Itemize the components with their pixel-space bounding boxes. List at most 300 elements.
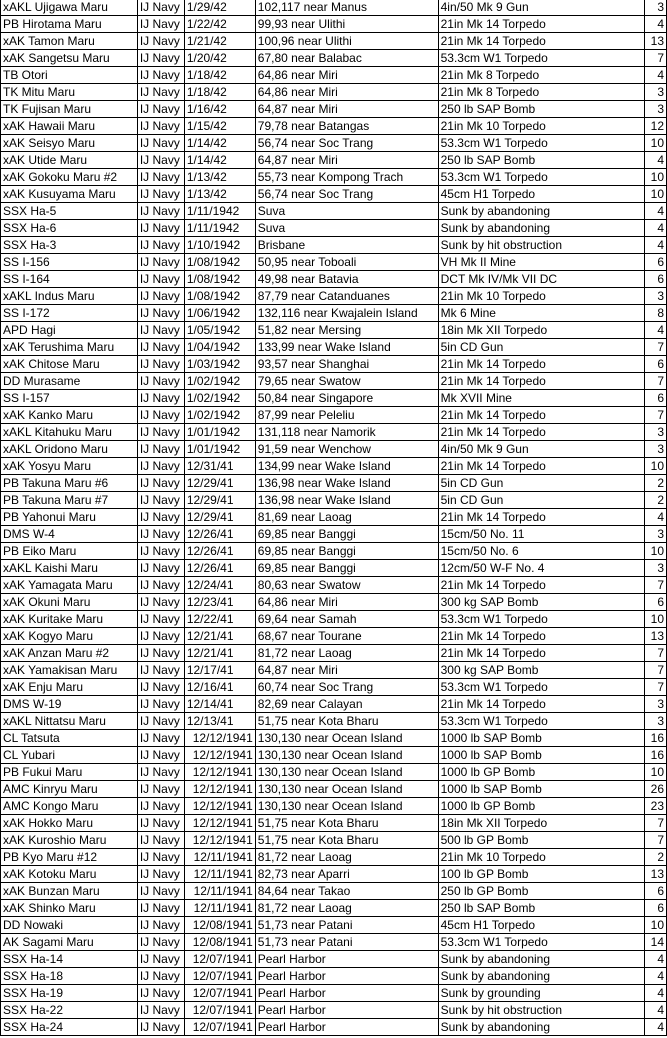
date-cell: 1/14/42 — [184, 135, 255, 152]
cause-cell: 4in/50 Mk 9 Gun — [438, 441, 644, 458]
value-cell: 7 — [645, 50, 667, 67]
ship-name-cell: TB Otori — [1, 67, 138, 84]
location-cell: 87,99 near Peleliu — [255, 407, 438, 424]
navy-cell: IJ Navy — [137, 135, 184, 152]
navy-cell: IJ Navy — [137, 1002, 184, 1019]
navy-cell: IJ Navy — [137, 101, 184, 118]
table-row — [1, 203, 667, 220]
table-row — [1, 747, 667, 764]
ship-name-cell: xAKL Nittatsu Maru — [1, 713, 138, 730]
location-cell: 64,87 near Miri — [255, 662, 438, 679]
table-row — [1, 237, 667, 254]
value-cell: 10 — [645, 169, 667, 186]
table-row — [1, 135, 667, 152]
location-cell: 51,73 near Patani — [255, 934, 438, 951]
date-cell: 1/11/1942 — [184, 203, 255, 220]
table-row — [1, 220, 667, 237]
cause-cell: 21in Mk 14 Torpedo — [438, 16, 644, 33]
table-row — [1, 492, 667, 509]
date-cell: 1/01/1942 — [184, 424, 255, 441]
navy-cell: IJ Navy — [137, 492, 184, 509]
cause-cell: 21in Mk 10 Torpedo — [438, 118, 644, 135]
value-cell: 3 — [645, 526, 667, 543]
navy-cell: IJ Navy — [137, 50, 184, 67]
date-cell: 12/07/1941 — [184, 968, 255, 985]
table-row — [1, 951, 667, 968]
table-row — [1, 577, 667, 594]
date-cell: 1/06/1942 — [184, 305, 255, 322]
table-row — [1, 339, 667, 356]
navy-cell: IJ Navy — [137, 747, 184, 764]
value-cell: 10 — [645, 135, 667, 152]
ship-name-cell: PB Takuna Maru #7 — [1, 492, 138, 509]
table-row — [1, 322, 667, 339]
ship-name-cell: DMS W-19 — [1, 696, 138, 713]
ship-name-cell: APD Hagi — [1, 322, 138, 339]
cause-cell: Sunk by abandoning — [438, 220, 644, 237]
table-row — [1, 424, 667, 441]
value-cell: 6 — [645, 390, 667, 407]
table-row — [1, 917, 667, 934]
value-cell: 4 — [645, 16, 667, 33]
cause-cell: 300 kg SAP Bomb — [438, 594, 644, 611]
cause-cell: 15cm/50 No. 11 — [438, 526, 644, 543]
cause-cell: 5in CD Gun — [438, 475, 644, 492]
table-row — [1, 50, 667, 67]
table-row — [1, 645, 667, 662]
navy-cell: IJ Navy — [137, 1019, 184, 1036]
date-cell: 1/29/42 — [184, 0, 255, 16]
date-cell: 1/08/1942 — [184, 254, 255, 271]
ship-name-cell: SS I-156 — [1, 254, 138, 271]
location-cell: 79,65 near Swatow — [255, 373, 438, 390]
ship-name-cell: TK Mitu Maru — [1, 84, 138, 101]
ship-name-cell: xAK Utide Maru — [1, 152, 138, 169]
date-cell: 12/17/41 — [184, 662, 255, 679]
value-cell: 8 — [645, 305, 667, 322]
location-cell: 64,87 near Miri — [255, 152, 438, 169]
ship-name-cell: xAK Hokko Maru — [1, 815, 138, 832]
navy-cell: IJ Navy — [137, 849, 184, 866]
navy-cell: IJ Navy — [137, 118, 184, 135]
navy-cell: IJ Navy — [137, 237, 184, 254]
date-cell: 12/23/41 — [184, 594, 255, 611]
table-row — [1, 441, 667, 458]
navy-cell: IJ Navy — [137, 254, 184, 271]
location-cell: 134,99 near Wake Island — [255, 458, 438, 475]
ship-name-cell: xAK Okuni Maru — [1, 594, 138, 611]
cause-cell: 53.3cm W1 Torpedo — [438, 934, 644, 951]
navy-cell: IJ Navy — [137, 815, 184, 832]
table-row — [1, 679, 667, 696]
ship-name-cell: xAKL Oridono Maru — [1, 441, 138, 458]
ship-name-cell: SSX Ha-6 — [1, 220, 138, 237]
location-cell: 64,86 near Miri — [255, 67, 438, 84]
navy-cell: IJ Navy — [137, 390, 184, 407]
table-row — [1, 730, 667, 747]
ship-name-cell: PB Kyo Maru #12 — [1, 849, 138, 866]
navy-cell: IJ Navy — [137, 33, 184, 50]
navy-cell: IJ Navy — [137, 84, 184, 101]
cause-cell: 21in Mk 14 Torpedo — [438, 696, 644, 713]
location-cell: Suva — [255, 220, 438, 237]
location-cell: 102,117 near Manus — [255, 0, 438, 16]
ship-name-cell: xAK Kuroshio Maru — [1, 832, 138, 849]
date-cell: 1/16/42 — [184, 101, 255, 118]
date-cell: 12/29/41 — [184, 475, 255, 492]
value-cell: 6 — [645, 883, 667, 900]
navy-cell: IJ Navy — [137, 186, 184, 203]
table-row — [1, 186, 667, 203]
location-cell: Pearl Harbor — [255, 968, 438, 985]
table-row — [1, 781, 667, 798]
location-cell: Pearl Harbor — [255, 985, 438, 1002]
location-cell: 55,73 near Kompong Trach — [255, 169, 438, 186]
value-cell: 26 — [645, 781, 667, 798]
cause-cell: 21in Mk 14 Torpedo — [438, 424, 644, 441]
navy-cell: IJ Navy — [137, 611, 184, 628]
location-cell: 136,98 near Wake Island — [255, 475, 438, 492]
location-cell: 64,86 near Miri — [255, 84, 438, 101]
date-cell: 12/07/1941 — [184, 1002, 255, 1019]
table-row — [1, 169, 667, 186]
location-cell: 130,130 near Ocean Island — [255, 798, 438, 815]
table-row — [1, 84, 667, 101]
value-cell: 7 — [645, 832, 667, 849]
navy-cell: IJ Navy — [137, 16, 184, 33]
date-cell: 1/18/42 — [184, 84, 255, 101]
value-cell: 7 — [645, 373, 667, 390]
value-cell: 4 — [645, 237, 667, 254]
value-cell: 7 — [645, 407, 667, 424]
date-cell: 1/02/1942 — [184, 407, 255, 424]
table-row — [1, 628, 667, 645]
table-row — [1, 815, 667, 832]
table-row — [1, 356, 667, 373]
location-cell: 130,130 near Ocean Island — [255, 764, 438, 781]
value-cell: 16 — [645, 747, 667, 764]
location-cell: 60,74 near Soc Trang — [255, 679, 438, 696]
cause-cell: 5in CD Gun — [438, 492, 644, 509]
cause-cell: 21in Mk 8 Torpedo — [438, 84, 644, 101]
ship-name-cell: xAKL Kitahuku Maru — [1, 424, 138, 441]
navy-cell: IJ Navy — [137, 441, 184, 458]
value-cell: 2 — [645, 492, 667, 509]
table-row — [1, 611, 667, 628]
navy-cell: IJ Navy — [137, 203, 184, 220]
date-cell: 12/12/1941 — [184, 730, 255, 747]
cause-cell: 21in Mk 14 Torpedo — [438, 33, 644, 50]
date-cell: 1/10/1942 — [184, 237, 255, 254]
ship-name-cell: xAK Yamagata Maru — [1, 577, 138, 594]
value-cell: 6 — [645, 254, 667, 271]
value-cell: 3 — [645, 441, 667, 458]
location-cell: 56,74 near Soc Trang — [255, 135, 438, 152]
table-row — [1, 475, 667, 492]
cause-cell: 100 lb GP Bomb — [438, 866, 644, 883]
location-cell: 49,98 near Batavia — [255, 271, 438, 288]
location-cell: 81,69 near Laoag — [255, 509, 438, 526]
ship-name-cell: xAKL Kaishi Maru — [1, 560, 138, 577]
value-cell: 3 — [645, 696, 667, 713]
location-cell: 68,67 near Tourane — [255, 628, 438, 645]
location-cell: 50,95 near Toboali — [255, 254, 438, 271]
date-cell: 12/29/41 — [184, 492, 255, 509]
ship-name-cell: xAK Tamon Maru — [1, 33, 138, 50]
cause-cell: Mk XVII Mine — [438, 390, 644, 407]
table-row — [1, 934, 667, 951]
cause-cell: 21in Mk 14 Torpedo — [438, 407, 644, 424]
value-cell: 3 — [645, 84, 667, 101]
location-cell: Pearl Harbor — [255, 1002, 438, 1019]
cause-cell: 18in Mk XII Torpedo — [438, 815, 644, 832]
location-cell: 67,80 near Balabac — [255, 50, 438, 67]
date-cell: 1/08/1942 — [184, 288, 255, 305]
cause-cell: 21in Mk 14 Torpedo — [438, 458, 644, 475]
date-cell: 12/16/41 — [184, 679, 255, 696]
ship-name-cell: xAK Sangetsu Maru — [1, 50, 138, 67]
navy-cell: IJ Navy — [137, 509, 184, 526]
table-row — [1, 526, 667, 543]
value-cell: 6 — [645, 594, 667, 611]
value-cell: 16 — [645, 730, 667, 747]
ship-name-cell: xAK Gokoku Maru #2 — [1, 169, 138, 186]
location-cell: 51,82 near Mersing — [255, 322, 438, 339]
location-cell: 81,72 near Laoag — [255, 645, 438, 662]
cause-cell: 250 lb SAP Bomb — [438, 101, 644, 118]
ship-name-cell: xAK Anzan Maru #2 — [1, 645, 138, 662]
ship-name-cell: DMS W-4 — [1, 526, 138, 543]
ship-name-cell: xAK Chitose Maru — [1, 356, 138, 373]
table-row — [1, 696, 667, 713]
ship-name-cell: xAK Enju Maru — [1, 679, 138, 696]
date-cell: 12/22/41 — [184, 611, 255, 628]
ship-name-cell: PB Eiko Maru — [1, 543, 138, 560]
cause-cell: 4in/50 Mk 9 Gun — [438, 0, 644, 16]
navy-cell: IJ Navy — [137, 866, 184, 883]
ship-name-cell: AMC Kongo Maru — [1, 798, 138, 815]
value-cell: 4 — [645, 220, 667, 237]
navy-cell: IJ Navy — [137, 458, 184, 475]
location-cell: 80,63 near Swatow — [255, 577, 438, 594]
cause-cell: 21in Mk 14 Torpedo — [438, 628, 644, 645]
table-row — [1, 849, 667, 866]
cause-cell: Sunk by abandoning — [438, 1019, 644, 1036]
navy-cell: IJ Navy — [137, 0, 184, 16]
cause-cell: 21in Mk 10 Torpedo — [438, 288, 644, 305]
date-cell: 12/07/1941 — [184, 985, 255, 1002]
location-cell: 82,69 near Calayan — [255, 696, 438, 713]
date-cell: 1/05/1942 — [184, 322, 255, 339]
ship-name-cell: xAK Terushima Maru — [1, 339, 138, 356]
value-cell: 4 — [645, 67, 667, 84]
value-cell: 14 — [645, 934, 667, 951]
date-cell: 1/14/42 — [184, 152, 255, 169]
value-cell: 4 — [645, 509, 667, 526]
value-cell: 12 — [645, 118, 667, 135]
ship-name-cell: TK Fujisan Maru — [1, 101, 138, 118]
navy-cell: IJ Navy — [137, 220, 184, 237]
location-cell: 64,86 near Miri — [255, 594, 438, 611]
date-cell: 1/08/1942 — [184, 271, 255, 288]
location-cell: Brisbane — [255, 237, 438, 254]
table-row — [1, 968, 667, 985]
location-cell: 132,116 near Kwajalein Island — [255, 305, 438, 322]
date-cell: 1/20/42 — [184, 50, 255, 67]
navy-cell: IJ Navy — [137, 934, 184, 951]
table-row — [1, 543, 667, 560]
value-cell: 6 — [645, 900, 667, 917]
date-cell: 12/26/41 — [184, 560, 255, 577]
value-cell: 4 — [645, 322, 667, 339]
cause-cell: 1000 lb SAP Bomb — [438, 730, 644, 747]
cause-cell: 250 lb SAP Bomb — [438, 900, 644, 917]
value-cell: 4 — [645, 152, 667, 169]
ship-name-cell: xAKL Ujigawa Maru — [1, 0, 138, 16]
location-cell: 130,130 near Ocean Island — [255, 747, 438, 764]
location-cell: 84,64 near Takao — [255, 883, 438, 900]
table-row — [1, 458, 667, 475]
cause-cell: 21in Mk 14 Torpedo — [438, 577, 644, 594]
cause-cell: 53.3cm W1 Torpedo — [438, 679, 644, 696]
navy-cell: IJ Navy — [137, 900, 184, 917]
navy-cell: IJ Navy — [137, 662, 184, 679]
date-cell: 12/11/1941 — [184, 849, 255, 866]
date-cell: 12/21/41 — [184, 628, 255, 645]
table-row — [1, 407, 667, 424]
navy-cell: IJ Navy — [137, 152, 184, 169]
table-row — [1, 0, 667, 16]
navy-cell: IJ Navy — [137, 781, 184, 798]
value-cell: 13 — [645, 866, 667, 883]
navy-cell: IJ Navy — [137, 339, 184, 356]
location-cell: 69,85 near Banggi — [255, 526, 438, 543]
table-row — [1, 900, 667, 917]
ship-name-cell: SSX Ha-14 — [1, 951, 138, 968]
value-cell: 3 — [645, 0, 667, 16]
ship-name-cell: xAK Kuritake Maru — [1, 611, 138, 628]
location-cell: 130,130 near Ocean Island — [255, 781, 438, 798]
value-cell: 7 — [645, 339, 667, 356]
location-cell: 69,85 near Banggi — [255, 560, 438, 577]
ship-name-cell: SS I-172 — [1, 305, 138, 322]
cause-cell: 1000 lb SAP Bomb — [438, 747, 644, 764]
cause-cell: 21in Mk 8 Torpedo — [438, 67, 644, 84]
date-cell: 12/12/1941 — [184, 798, 255, 815]
navy-cell: IJ Navy — [137, 271, 184, 288]
cause-cell: Sunk by abandoning — [438, 951, 644, 968]
cause-cell: 18in Mk XII Torpedo — [438, 322, 644, 339]
date-cell: 1/02/1942 — [184, 390, 255, 407]
date-cell: 12/12/1941 — [184, 781, 255, 798]
cause-cell: 53.3cm W1 Torpedo — [438, 50, 644, 67]
ship-name-cell: xAK Yosyu Maru — [1, 458, 138, 475]
navy-cell: IJ Navy — [137, 577, 184, 594]
cause-cell: 250 lb GP Bomb — [438, 883, 644, 900]
navy-cell: IJ Navy — [137, 305, 184, 322]
value-cell: 3 — [645, 713, 667, 730]
navy-cell: IJ Navy — [137, 696, 184, 713]
ship-name-cell: xAK Yamakisan Maru — [1, 662, 138, 679]
cause-cell: 21in Mk 14 Torpedo — [438, 509, 644, 526]
ship-name-cell: CL Yubari — [1, 747, 138, 764]
cause-cell: 1000 lb GP Bomb — [438, 798, 644, 815]
value-cell: 7 — [645, 577, 667, 594]
cause-cell: 1000 lb SAP Bomb — [438, 781, 644, 798]
date-cell: 12/12/1941 — [184, 747, 255, 764]
ship-name-cell: xAK Kanko Maru — [1, 407, 138, 424]
navy-cell: IJ Navy — [137, 356, 184, 373]
date-cell: 12/21/41 — [184, 645, 255, 662]
value-cell: 4 — [645, 1002, 667, 1019]
ship-name-cell: SS I-164 — [1, 271, 138, 288]
date-cell: 12/11/1941 — [184, 883, 255, 900]
ship-name-cell: AK Sagami Maru — [1, 934, 138, 951]
value-cell: 3 — [645, 560, 667, 577]
value-cell: 7 — [645, 662, 667, 679]
cause-cell: 53.3cm W1 Torpedo — [438, 135, 644, 152]
location-cell: 93,57 near Shanghai — [255, 356, 438, 373]
table-row — [1, 288, 667, 305]
ship-name-cell: xAK Bunzan Maru — [1, 883, 138, 900]
ship-name-cell: SSX Ha-22 — [1, 1002, 138, 1019]
cause-cell: Sunk by grounding — [438, 985, 644, 1002]
ship-name-cell: AMC Kinryu Maru — [1, 781, 138, 798]
value-cell: 6 — [645, 356, 667, 373]
navy-cell: IJ Navy — [137, 968, 184, 985]
cause-cell: 5in CD Gun — [438, 339, 644, 356]
table-row — [1, 152, 667, 169]
cause-cell: 53.3cm W1 Torpedo — [438, 611, 644, 628]
value-cell: 10 — [645, 611, 667, 628]
navy-cell: IJ Navy — [137, 883, 184, 900]
table-row — [1, 713, 667, 730]
table-row — [1, 594, 667, 611]
value-cell: 7 — [645, 645, 667, 662]
cause-cell: VH Mk II Mine — [438, 254, 644, 271]
date-cell: 1/13/42 — [184, 186, 255, 203]
table-row — [1, 866, 667, 883]
value-cell: 3 — [645, 288, 667, 305]
ship-name-cell: xAK Seisyo Maru — [1, 135, 138, 152]
table-row — [1, 560, 667, 577]
value-cell: 4 — [645, 951, 667, 968]
ship-name-cell: xAKL Indus Maru — [1, 288, 138, 305]
ship-name-cell: CL Tatsuta — [1, 730, 138, 747]
date-cell: 1/21/42 — [184, 33, 255, 50]
navy-cell: IJ Navy — [137, 679, 184, 696]
location-cell: 69,85 near Banggi — [255, 543, 438, 560]
location-cell: 50,84 near Singapore — [255, 390, 438, 407]
table-row — [1, 509, 667, 526]
date-cell: 1/11/1942 — [184, 220, 255, 237]
value-cell: 3 — [645, 101, 667, 118]
date-cell: 12/07/1941 — [184, 1019, 255, 1036]
navy-cell: IJ Navy — [137, 917, 184, 934]
navy-cell: IJ Navy — [137, 373, 184, 390]
ship-name-cell: SSX Ha-5 — [1, 203, 138, 220]
navy-cell: IJ Navy — [137, 424, 184, 441]
value-cell: 10 — [645, 917, 667, 934]
ship-name-cell: xAK Hawaii Maru — [1, 118, 138, 135]
ship-name-cell: xAK Shinko Maru — [1, 900, 138, 917]
date-cell: 12/26/41 — [184, 526, 255, 543]
table-body — [1, 0, 667, 1036]
navy-cell: IJ Navy — [137, 951, 184, 968]
navy-cell: IJ Navy — [137, 645, 184, 662]
cause-cell: DCT Mk IV/Mk VII DC — [438, 271, 644, 288]
cause-cell: Sunk by abandoning — [438, 203, 644, 220]
